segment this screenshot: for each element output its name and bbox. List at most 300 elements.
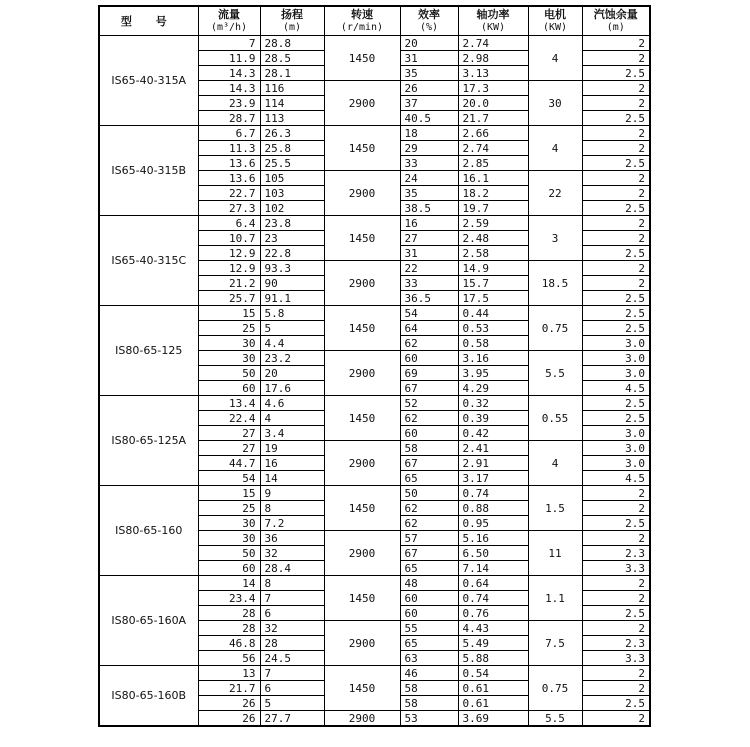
npsh-cell: 2.3 — [582, 636, 650, 651]
npsh-cell: 2 — [582, 51, 650, 66]
table-header — [99, 6, 650, 36]
flow-cell: 26 — [198, 696, 260, 711]
speed-cell: 1450 — [324, 306, 400, 351]
shaft-power-cell: 2.58 — [458, 246, 528, 261]
npsh-cell: 2.5 — [582, 66, 650, 81]
flow-cell: 25 — [198, 501, 260, 516]
flow-cell: 30 — [198, 351, 260, 366]
head-cell: 25.5 — [260, 156, 324, 171]
efficiency-cell: 38.5 — [400, 201, 458, 216]
npsh-cell: 2 — [582, 276, 650, 291]
efficiency-cell: 69 — [400, 366, 458, 381]
head-cell: 14 — [260, 471, 324, 486]
header-motor-label: 电机 — [544, 8, 566, 21]
head-cell: 7.2 — [260, 516, 324, 531]
model-name-cell: IS65-40-315A — [99, 36, 198, 126]
model-name-cell: IS80-65-160B — [99, 666, 198, 727]
efficiency-cell: 26 — [400, 81, 458, 96]
speed-cell: 2900 — [324, 711, 400, 727]
efficiency-cell: 65 — [400, 636, 458, 651]
flow-cell: 27 — [198, 441, 260, 456]
efficiency-cell: 63 — [400, 651, 458, 666]
flow-cell: 6.4 — [198, 216, 260, 231]
shaft-power-cell: 2.59 — [458, 216, 528, 231]
npsh-cell: 2.5 — [582, 321, 650, 336]
head-cell: 116 — [260, 81, 324, 96]
header-head-label: 扬程 — [281, 8, 303, 21]
flow-cell: 25.7 — [198, 291, 260, 306]
npsh-cell: 2 — [582, 576, 650, 591]
shaft-power-cell: 3.69 — [458, 711, 528, 727]
shaft-power-cell: 4.29 — [458, 381, 528, 396]
flow-cell: 14.3 — [198, 81, 260, 96]
shaft-power-cell: 7.14 — [458, 561, 528, 576]
npsh-cell: 2 — [582, 621, 650, 636]
npsh-cell: 2 — [582, 81, 650, 96]
npsh-cell: 3.0 — [582, 366, 650, 381]
model-name-cell: IS65-40-315B — [99, 126, 198, 216]
shaft-power-cell: 3.17 — [458, 471, 528, 486]
efficiency-cell: 60 — [400, 351, 458, 366]
efficiency-cell: 58 — [400, 441, 458, 456]
motor-cell: 7.5 — [528, 621, 582, 666]
efficiency-cell: 31 — [400, 51, 458, 66]
table-row — [99, 306, 650, 321]
flow-cell: 6.7 — [198, 126, 260, 141]
npsh-cell: 2 — [582, 231, 650, 246]
head-cell: 114 — [260, 96, 324, 111]
head-cell: 24.5 — [260, 651, 324, 666]
head-cell: 6 — [260, 681, 324, 696]
header-efficiency-unit: (%) — [419, 22, 439, 33]
npsh-cell: 2 — [582, 36, 650, 51]
flow-cell: 27.3 — [198, 201, 260, 216]
npsh-cell: 2 — [582, 261, 650, 276]
shaft-power-cell: 2.85 — [458, 156, 528, 171]
npsh-cell: 2 — [582, 126, 650, 141]
efficiency-cell: 20 — [400, 36, 458, 51]
head-cell: 28.8 — [260, 36, 324, 51]
header-head — [260, 6, 324, 36]
table-body — [99, 36, 650, 727]
efficiency-cell: 65 — [400, 471, 458, 486]
shaft-power-cell: 0.39 — [458, 411, 528, 426]
speed-cell: 2900 — [324, 531, 400, 576]
head-cell: 91.1 — [260, 291, 324, 306]
head-cell: 28 — [260, 636, 324, 651]
head-cell: 28.5 — [260, 51, 324, 66]
motor-cell: 1.1 — [528, 576, 582, 621]
head-cell: 4.6 — [260, 396, 324, 411]
shaft-power-cell: 0.32 — [458, 396, 528, 411]
head-cell: 20 — [260, 366, 324, 381]
efficiency-cell: 53 — [400, 711, 458, 727]
motor-cell: 0.55 — [528, 396, 582, 441]
efficiency-cell: 62 — [400, 501, 458, 516]
head-cell: 23.8 — [260, 216, 324, 231]
npsh-cell: 2.5 — [582, 111, 650, 126]
head-cell: 23.2 — [260, 351, 324, 366]
shaft-power-cell: 3.13 — [458, 66, 528, 81]
npsh-cell: 2 — [582, 216, 650, 231]
header-shaft-power-label: 轴功率 — [476, 8, 510, 21]
model-name-cell: IS80-65-125A — [99, 396, 198, 486]
header-speed-label: 转速 — [351, 8, 373, 21]
efficiency-cell: 67 — [400, 546, 458, 561]
header-npsh-label: 汽蚀余量 — [593, 8, 638, 21]
model-name-cell: IS80-65-160A — [99, 576, 198, 666]
efficiency-cell: 62 — [400, 336, 458, 351]
speed-cell: 1450 — [324, 126, 400, 171]
npsh-cell: 2.5 — [582, 306, 650, 321]
flow-cell: 7 — [198, 36, 260, 51]
head-cell: 28.1 — [260, 66, 324, 81]
shaft-power-cell: 16.1 — [458, 171, 528, 186]
shaft-power-cell: 0.61 — [458, 681, 528, 696]
flow-cell: 12.9 — [198, 246, 260, 261]
efficiency-cell: 60 — [400, 606, 458, 621]
motor-cell: 1.5 — [528, 486, 582, 531]
shaft-power-cell: 17.3 — [458, 81, 528, 96]
flow-cell: 23.9 — [198, 96, 260, 111]
npsh-cell: 4.5 — [582, 471, 650, 486]
shaft-power-cell: 17.5 — [458, 291, 528, 306]
shaft-power-cell: 0.74 — [458, 486, 528, 501]
efficiency-cell: 67 — [400, 381, 458, 396]
head-cell: 26.3 — [260, 126, 324, 141]
header-npsh — [582, 6, 650, 36]
flow-cell: 21.7 — [198, 681, 260, 696]
speed-cell: 2900 — [324, 261, 400, 306]
flow-cell: 15 — [198, 306, 260, 321]
efficiency-cell: 58 — [400, 681, 458, 696]
pump-performance-table — [98, 5, 651, 727]
efficiency-cell: 40.5 — [400, 111, 458, 126]
efficiency-cell: 64 — [400, 321, 458, 336]
table-row — [99, 666, 650, 681]
head-cell: 7 — [260, 591, 324, 606]
shaft-power-cell: 14.9 — [458, 261, 528, 276]
flow-cell: 13 — [198, 666, 260, 681]
motor-cell: 4 — [528, 126, 582, 171]
head-cell: 7 — [260, 666, 324, 681]
efficiency-cell: 33 — [400, 276, 458, 291]
shaft-power-cell: 0.53 — [458, 321, 528, 336]
npsh-cell: 2.3 — [582, 546, 650, 561]
npsh-cell: 4.5 — [582, 381, 650, 396]
flow-cell: 54 — [198, 471, 260, 486]
head-cell: 102 — [260, 201, 324, 216]
shaft-power-cell: 2.48 — [458, 231, 528, 246]
head-cell: 22.8 — [260, 246, 324, 261]
flow-cell: 27 — [198, 426, 260, 441]
efficiency-cell: 67 — [400, 456, 458, 471]
flow-cell: 28 — [198, 606, 260, 621]
npsh-cell: 3.3 — [582, 561, 650, 576]
npsh-cell: 2.5 — [582, 411, 650, 426]
motor-cell: 4 — [528, 441, 582, 486]
header-flow-unit: (m³/h) — [210, 22, 248, 33]
motor-cell: 18.5 — [528, 261, 582, 306]
head-cell: 6 — [260, 606, 324, 621]
shaft-power-cell: 5.49 — [458, 636, 528, 651]
speed-cell: 2900 — [324, 171, 400, 216]
efficiency-cell: 29 — [400, 141, 458, 156]
shaft-power-cell: 0.42 — [458, 426, 528, 441]
flow-cell: 60 — [198, 561, 260, 576]
flow-cell: 44.7 — [198, 456, 260, 471]
shaft-power-cell: 18.2 — [458, 186, 528, 201]
shaft-power-cell: 3.95 — [458, 366, 528, 381]
efficiency-cell: 22 — [400, 261, 458, 276]
flow-cell: 11.3 — [198, 141, 260, 156]
efficiency-cell: 55 — [400, 621, 458, 636]
shaft-power-cell: 20.0 — [458, 96, 528, 111]
header-npsh-unit: (m) — [606, 22, 625, 33]
npsh-cell: 2 — [582, 591, 650, 606]
head-cell: 4.4 — [260, 336, 324, 351]
npsh-cell: 3.0 — [582, 336, 650, 351]
shaft-power-cell: 0.64 — [458, 576, 528, 591]
head-cell: 32 — [260, 621, 324, 636]
shaft-power-cell: 2.66 — [458, 126, 528, 141]
header-flow-label: 流量 — [218, 8, 240, 21]
shaft-power-cell: 3.16 — [458, 351, 528, 366]
shaft-power-cell: 0.88 — [458, 501, 528, 516]
shaft-power-cell: 0.58 — [458, 336, 528, 351]
speed-cell: 1450 — [324, 486, 400, 531]
shaft-power-cell: 2.74 — [458, 36, 528, 51]
flow-cell: 14 — [198, 576, 260, 591]
flow-cell: 30 — [198, 531, 260, 546]
head-cell: 32 — [260, 546, 324, 561]
flow-cell: 28 — [198, 621, 260, 636]
model-name-cell: IS80-65-125 — [99, 306, 198, 396]
model-name-cell: IS80-65-160 — [99, 486, 198, 576]
flow-cell: 14.3 — [198, 66, 260, 81]
shaft-power-cell: 0.61 — [458, 696, 528, 711]
shaft-power-cell: 2.74 — [458, 141, 528, 156]
flow-cell: 60 — [198, 381, 260, 396]
motor-cell: 0.75 — [528, 666, 582, 711]
npsh-cell: 3.0 — [582, 441, 650, 456]
head-cell: 113 — [260, 111, 324, 126]
table-row — [99, 486, 650, 501]
npsh-cell: 2 — [582, 486, 650, 501]
shaft-power-cell: 2.91 — [458, 456, 528, 471]
header-motor-unit: (KW) — [542, 22, 568, 33]
table-row — [99, 126, 650, 141]
head-cell: 3.4 — [260, 426, 324, 441]
header-motor — [528, 6, 582, 36]
head-cell: 8 — [260, 501, 324, 516]
npsh-cell: 2 — [582, 186, 650, 201]
shaft-power-cell: 0.76 — [458, 606, 528, 621]
motor-cell: 11 — [528, 531, 582, 576]
flow-cell: 50 — [198, 366, 260, 381]
efficiency-cell: 60 — [400, 426, 458, 441]
npsh-cell: 2.5 — [582, 291, 650, 306]
efficiency-cell: 27 — [400, 231, 458, 246]
efficiency-cell: 48 — [400, 576, 458, 591]
header-efficiency-label: 效率 — [418, 8, 440, 21]
efficiency-cell: 36.5 — [400, 291, 458, 306]
flow-cell: 11.9 — [198, 51, 260, 66]
flow-cell: 15 — [198, 486, 260, 501]
head-cell: 103 — [260, 186, 324, 201]
shaft-power-cell: 15.7 — [458, 276, 528, 291]
efficiency-cell: 35 — [400, 66, 458, 81]
flow-cell: 22.7 — [198, 186, 260, 201]
npsh-cell: 2.5 — [582, 396, 650, 411]
flow-cell: 22.4 — [198, 411, 260, 426]
npsh-cell: 2 — [582, 681, 650, 696]
shaft-power-cell: 21.7 — [458, 111, 528, 126]
efficiency-cell: 35 — [400, 186, 458, 201]
header-flow — [198, 6, 260, 36]
efficiency-cell: 65 — [400, 561, 458, 576]
speed-cell: 1450 — [324, 36, 400, 81]
head-cell: 28.4 — [260, 561, 324, 576]
flow-cell: 46.8 — [198, 636, 260, 651]
head-cell: 4 — [260, 411, 324, 426]
flow-cell: 30 — [198, 336, 260, 351]
speed-cell: 2900 — [324, 621, 400, 666]
npsh-cell: 2.5 — [582, 201, 650, 216]
head-cell: 105 — [260, 171, 324, 186]
shaft-power-cell: 0.44 — [458, 306, 528, 321]
header-head-unit: (m) — [282, 22, 302, 33]
npsh-cell: 2 — [582, 501, 650, 516]
npsh-cell: 2.5 — [582, 696, 650, 711]
efficiency-cell: 60 — [400, 591, 458, 606]
head-cell: 16 — [260, 456, 324, 471]
speed-cell: 2900 — [324, 441, 400, 486]
flow-cell: 30 — [198, 516, 260, 531]
efficiency-cell: 50 — [400, 486, 458, 501]
motor-cell: 4 — [528, 36, 582, 81]
efficiency-cell: 58 — [400, 696, 458, 711]
efficiency-cell: 62 — [400, 411, 458, 426]
npsh-cell: 2.5 — [582, 606, 650, 621]
shaft-power-cell: 0.74 — [458, 591, 528, 606]
table-row — [99, 216, 650, 231]
header-efficiency — [400, 6, 458, 36]
flow-cell: 56 — [198, 651, 260, 666]
shaft-power-cell: 2.41 — [458, 441, 528, 456]
flow-cell: 28.7 — [198, 111, 260, 126]
flow-cell: 10.7 — [198, 231, 260, 246]
npsh-cell: 2.5 — [582, 246, 650, 261]
npsh-cell: 3.3 — [582, 651, 650, 666]
efficiency-cell: 31 — [400, 246, 458, 261]
shaft-power-cell: 4.43 — [458, 621, 528, 636]
npsh-cell: 2 — [582, 531, 650, 546]
shaft-power-cell: 5.16 — [458, 531, 528, 546]
flow-cell: 23.4 — [198, 591, 260, 606]
speed-cell: 2900 — [324, 351, 400, 396]
flow-cell: 13.6 — [198, 156, 260, 171]
npsh-cell: 2 — [582, 711, 650, 727]
efficiency-cell: 24 — [400, 171, 458, 186]
efficiency-cell: 37 — [400, 96, 458, 111]
npsh-cell: 2.5 — [582, 156, 650, 171]
head-cell: 5 — [260, 321, 324, 336]
shaft-power-cell: 0.54 — [458, 666, 528, 681]
table-row — [99, 36, 650, 51]
shaft-power-cell: 5.88 — [458, 651, 528, 666]
header-speed — [324, 6, 400, 36]
head-cell: 23 — [260, 231, 324, 246]
header-model: 型 号 — [99, 6, 198, 36]
motor-cell: 3 — [528, 216, 582, 261]
table-row — [99, 576, 650, 591]
efficiency-cell: 16 — [400, 216, 458, 231]
npsh-cell: 3.0 — [582, 456, 650, 471]
shaft-power-cell: 6.50 — [458, 546, 528, 561]
efficiency-cell: 33 — [400, 156, 458, 171]
shaft-power-cell: 2.98 — [458, 51, 528, 66]
pump-spec-sheet — [98, 5, 649, 727]
efficiency-cell: 57 — [400, 531, 458, 546]
flow-cell: 12.9 — [198, 261, 260, 276]
motor-cell: 5.5 — [528, 351, 582, 396]
head-cell: 90 — [260, 276, 324, 291]
header-shaft-power — [458, 6, 528, 36]
flow-cell: 25 — [198, 321, 260, 336]
head-cell: 8 — [260, 576, 324, 591]
motor-cell: 22 — [528, 171, 582, 216]
flow-cell: 13.4 — [198, 396, 260, 411]
model-name-cell: IS65-40-315C — [99, 216, 198, 306]
table-row — [99, 396, 650, 411]
head-cell: 9 — [260, 486, 324, 501]
head-cell: 27.7 — [260, 711, 324, 727]
motor-cell: 0.75 — [528, 306, 582, 351]
npsh-cell: 2.5 — [582, 516, 650, 531]
npsh-cell: 2 — [582, 96, 650, 111]
head-cell: 19 — [260, 441, 324, 456]
speed-cell: 1450 — [324, 396, 400, 441]
npsh-cell: 3.0 — [582, 351, 650, 366]
motor-cell: 30 — [528, 81, 582, 126]
efficiency-cell: 54 — [400, 306, 458, 321]
speed-cell: 1450 — [324, 576, 400, 621]
efficiency-cell: 46 — [400, 666, 458, 681]
head-cell: 93.3 — [260, 261, 324, 276]
motor-cell: 5.5 — [528, 711, 582, 727]
speed-cell: 1450 — [324, 216, 400, 261]
flow-cell: 21.2 — [198, 276, 260, 291]
efficiency-cell: 52 — [400, 396, 458, 411]
header-row — [99, 6, 650, 36]
speed-cell: 1450 — [324, 666, 400, 711]
flow-cell: 26 — [198, 711, 260, 727]
shaft-power-cell: 0.95 — [458, 516, 528, 531]
head-cell: 17.6 — [260, 381, 324, 396]
flow-cell: 13.6 — [198, 171, 260, 186]
shaft-power-cell: 19.7 — [458, 201, 528, 216]
head-cell: 5 — [260, 696, 324, 711]
efficiency-cell: 62 — [400, 516, 458, 531]
head-cell: 36 — [260, 531, 324, 546]
npsh-cell: 3.0 — [582, 426, 650, 441]
speed-cell: 2900 — [324, 81, 400, 126]
header-speed-unit: (r/min) — [340, 22, 384, 33]
header-shaft-power-unit: (KW) — [480, 22, 506, 33]
efficiency-cell: 18 — [400, 126, 458, 141]
npsh-cell: 2 — [582, 171, 650, 186]
